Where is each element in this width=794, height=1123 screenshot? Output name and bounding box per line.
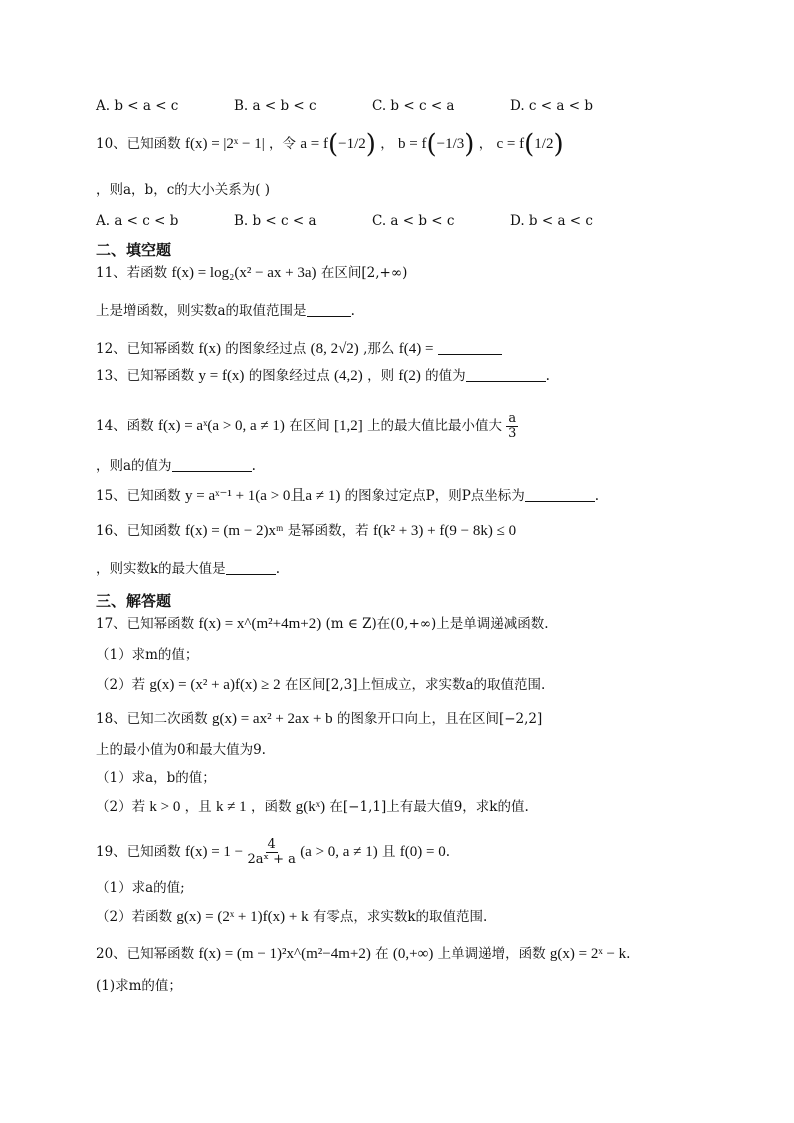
fraction-a-over-3: $\frac{a}{3}$ <box>508 411 517 441</box>
q14-question: ，则a的值为 . <box>96 458 256 474</box>
q20-stem: 20、已知幂函数 f(x) = (m − 1)²x^(m²−4m+2) 在 (0,+∞) 上单调递增，函数 g(x) = 2ˣ − k. <box>96 946 631 962</box>
answer-blank[interactable] <box>466 367 546 382</box>
q11-question: 上是增函数，则实数a的取值范围是 . <box>96 303 355 319</box>
q14-stem: 14、函数 f(x) = aˣ(a > 0, a ≠ 1) 在区间 [1,2] 上的最大值比最小值大 $\frac{a}{3}$ <box>96 411 517 441</box>
q13-stem: 13、已知幂函数 y = f(x) 的图象经过点 (4,2) ，则 f(2) 的值为 . <box>96 368 550 384</box>
q11-stem: 11、若函数 f(x) = log₂(x² − ax + 3a) 在区间[2,+∞) <box>96 265 408 281</box>
q19-part1: （1）求a的值; <box>96 880 185 896</box>
q18-stem: 18、已知二次函数 g(x) = ax² + 2ax + b 的图象开口向上，且在区间[−2,2] <box>96 711 543 727</box>
section-fill-in-blank: 二、填空题 <box>96 241 172 259</box>
q18-part2: （2）若 k > 0 ，且 k ≠ 1 ，函数 g(kˣ) 在[−1,1]上有最大值9，求k的值. <box>96 799 529 815</box>
q10-option-c: C. a < b < c <box>372 213 455 229</box>
q9-options <box>96 96 656 116</box>
q17-stem: 17、已知幂函数 f(x) = x^(m²+4m+2) (m ∈ Z)在(0,+∞)上是单调递减函数. <box>96 616 549 632</box>
q9-option-c: C. b < c < a <box>372 98 455 114</box>
q10-function: f(x) = |2ˣ − 1| <box>184 136 265 152</box>
fraction-4-over-denominator: $\frac{4}{\text{2aˣ + a}}$ <box>247 837 296 867</box>
answer-blank[interactable] <box>438 340 502 355</box>
q9-option-b: B. a < b < c <box>234 98 317 114</box>
q10-option-a: A. a < c < b <box>96 213 179 229</box>
q15-stem: 15、已知函数 y = aˣ⁻¹ + 1(a > 0且a ≠ 1) 的图象过定点P，则P点坐标为 . <box>96 488 600 504</box>
q17-part1: （1）求m的值； <box>96 647 199 663</box>
q18-stem-line2: 上的最小值为0和最大值为9. <box>96 742 266 758</box>
q10-options <box>96 211 656 231</box>
q10-stem: 10、已知函数 f(x) = |2ˣ − 1| ，令 a = f(−1/2) ， b = f(−1/3) ， c = f(1/2) <box>96 129 564 160</box>
q18-part1: （1）求a，b的值； <box>96 770 216 786</box>
q9-option-a: A. b < a < c <box>96 98 179 114</box>
q16-stem: 16、已知函数 f(x) = (m − 2)xᵐ 是幂函数，若 f(k² + 3) + f(9 − 8k) ≤ 0 <box>96 523 517 539</box>
answer-blank[interactable] <box>172 457 252 472</box>
q17-part2: （2）若 g(x) = (x² + a)f(x) ≥ 2 在区间[2,3]上恒成立，求实数a的取值范围. <box>96 677 546 693</box>
q19-stem: 19、已知函数 f(x) = 1 − $\frac{4}{\text{2aˣ + a}}$ (a > 0, a ≠ 1) 且 f(0) = 0. <box>96 837 451 867</box>
q19-part2: （2）若函数 g(x) = (2ˣ + 1)f(x) + k 有零点，求实数k的取值范围. <box>96 909 488 925</box>
q20-part1: (1)求m的值； <box>96 978 182 994</box>
answer-blank[interactable] <box>525 487 595 502</box>
answer-blank[interactable] <box>307 302 351 317</box>
q9-option-d: D. c < a < b <box>510 98 593 114</box>
q10-option-d: D. b < a < c <box>510 213 593 229</box>
q10-option-b: B. b < c < a <box>234 213 317 229</box>
answer-blank[interactable] <box>226 560 276 575</box>
q10-question: ，则a，b，c的大小关系为( ) <box>96 182 271 198</box>
q16-question: ，则实数k的最大值是 . <box>96 561 280 577</box>
section-answer-questions: 三、解答题 <box>96 592 172 610</box>
q12-stem: 12、已知幂函数 f(x) 的图象经过点 (8, 2√2) ,那么 f(4) = <box>96 339 502 359</box>
